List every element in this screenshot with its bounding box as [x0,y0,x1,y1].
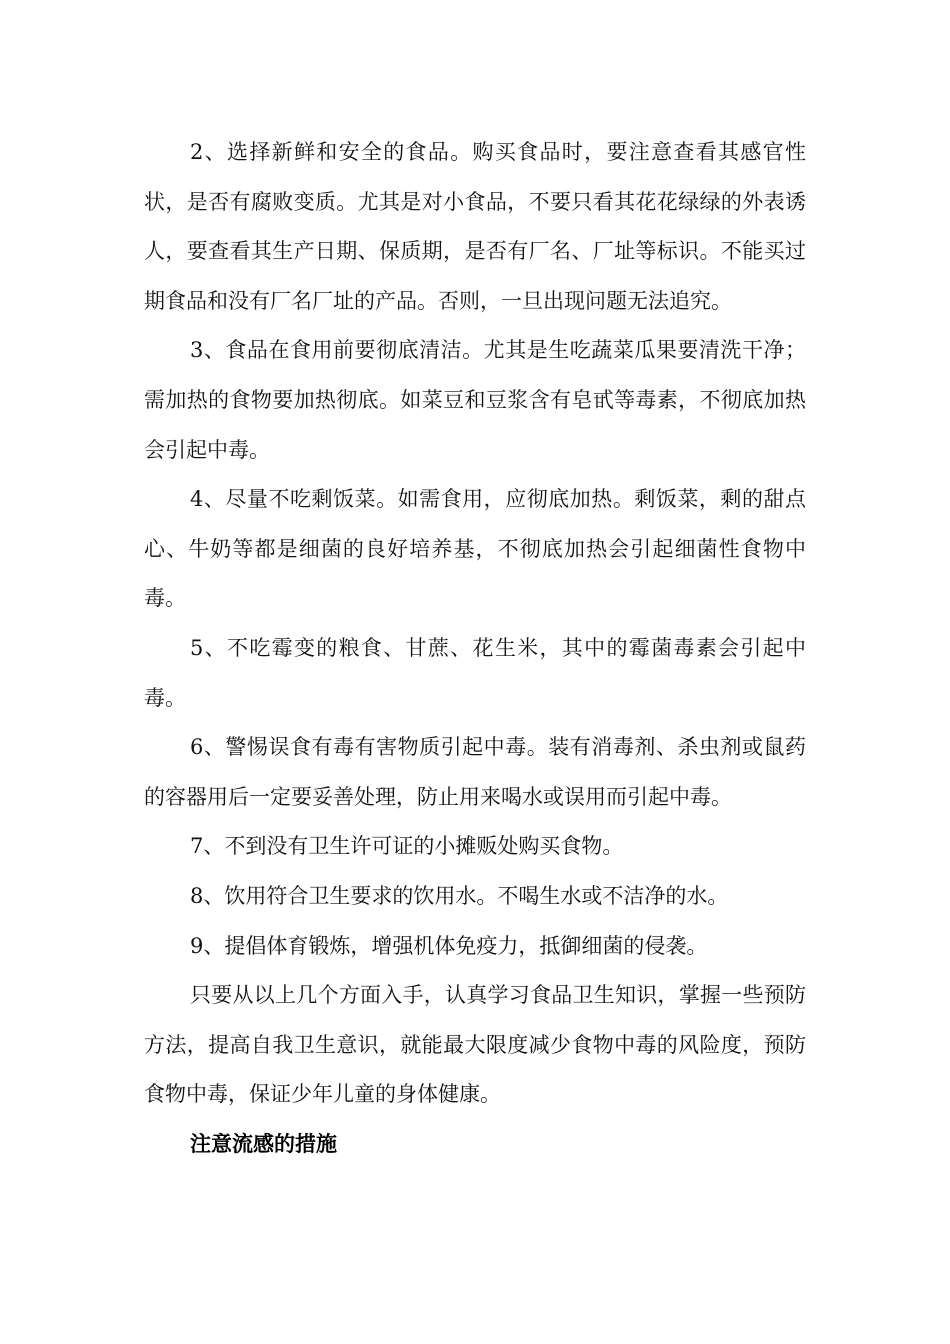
document-body [144,128,806,1169]
paragraph-item-5: 5、不吃霉变的粮食、甘蔗、花生米，其中的霉菌毒素会引起中毒。 [144,635,806,710]
paragraph-item-2: 2、选择新鲜和安全的食品。购买食品时，要注意查看其感官性状，是否有腐败变质。尤其是对小食品，不要只看其花花绿绿的外表诱人，要查看其生产日期、保质期，是否有厂名、厂址等标识。不能买过期食品和没有厂名厂址的产品。否则，一旦出现问题无法追究。 [144,140,806,313]
paragraph-item-9: 9、提倡体育锻炼，增强机体免疫力，抵御细菌的侵袭。 [190,933,708,958]
paragraph-item-4: 4、尽量不吃剩饭菜。如需食用，应彻底加热。剩饭菜，剩的甜点心、牛奶等都是细菌的良好培养基，不彻底加热会引起细菌性食物中毒。 [144,487,806,611]
paragraph-item-7: 7、不到没有卫生许可证的小摊贩处购买食物。 [190,834,624,859]
paragraph-item-3: 3、食品在食用前要彻底清洁。尤其是生吃蔬菜瓜果要清洗干净；需加热的食物要加热彻底。如菜豆和豆浆含有皂甙等毒素，不彻底加热会引起中毒。 [144,338,806,462]
paragraph-item-8: 8、饮用符合卫生要求的饮用水。不喝生水或不洁净的水。 [190,883,729,908]
section-heading: 注意流感的措施 [190,1131,337,1156]
paragraph-item-6: 6、警惕误食有毒有害物质引起中毒。装有消毒剂、杀虫剂或鼠药的容器用后一定要妥善处理，防止用来喝水或误用而引起中毒。 [144,735,806,809]
summary-paragraph: 只要从以上几个方面入手，认真学习食品卫生知识，掌握一些预防方法，提高自我卫生意识，就能最大限度减少食物中毒的风险度，预防食物中毒，保证少年儿童的身体健康。 [144,983,806,1107]
